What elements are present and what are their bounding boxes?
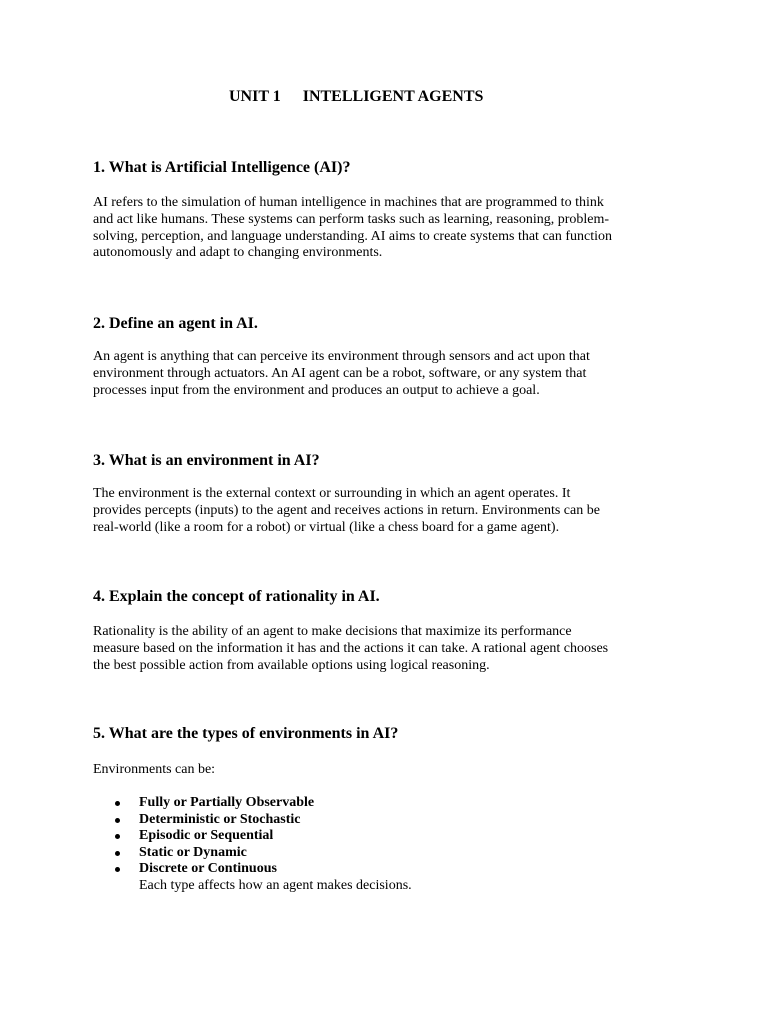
list-item-text: Deterministic or Stochastic — [139, 811, 301, 827]
list-item-text: Static or Dynamic — [139, 844, 247, 860]
environment-types-list — [93, 795, 653, 878]
bullet-icon — [115, 801, 120, 806]
answer-4-line: the best possible action from available options using logical reasoning. — [93, 657, 490, 673]
answer-2-line: environment through actuators. An AI agent can be a robot, software, or any system that — [93, 365, 587, 381]
list-item — [93, 845, 653, 862]
answer-5-closing: Each type affects how an agent makes decisions. — [139, 878, 412, 893]
answer-4-line: measure based on the information it has and the actions it can take. A rational agent chooses — [93, 640, 609, 656]
bullet-icon — [115, 867, 120, 872]
document-title — [229, 88, 483, 106]
question-3-heading: 3. What is an environment in AI? — [93, 452, 320, 469]
question-4-heading: 4. Explain the concept of rationality in AI. — [93, 588, 380, 605]
answer-2-line: processes input from the environment and produces an output to achieve a goal. — [93, 382, 540, 398]
list-item — [93, 812, 653, 829]
list-item — [93, 861, 653, 878]
answer-1-line: solving, perception, and language understanding. AI aims to create systems that can function — [93, 228, 613, 244]
unit-label: UNIT 1 — [229, 88, 281, 105]
answer-2 — [93, 349, 678, 399]
answer-1-line: AI refers to the simulation of human intelligence in machines that are programmed to think — [93, 195, 604, 210]
bullet-icon — [115, 818, 120, 823]
question-5-heading: 5. What are the types of environments in AI? — [93, 725, 399, 742]
answer-1-line: autonomously and adapt to changing environments. — [93, 245, 383, 261]
answer-1 — [93, 195, 678, 262]
unit-topic: INTELLIGENT AGENTS — [302, 88, 484, 105]
answer-3-line: The environment is the external context or surrounding in which an agent operates. It — [93, 486, 571, 501]
answer-1-line: and act like humans. These systems can perform tasks such as learning, reasoning, problem- — [93, 211, 610, 227]
list-item — [93, 828, 653, 845]
list-item-text: Episodic or Sequential — [139, 828, 274, 844]
answer-5-intro: Environments can be: — [93, 762, 216, 777]
answer-3-line: provides percepts (inputs) to the agent and receives actions in return. Environments can be — [93, 502, 600, 518]
answer-4 — [93, 624, 678, 674]
answer-4-line: Rationality is the ability of an agent to make decisions that maximize its performance — [93, 624, 572, 639]
answer-3 — [93, 486, 678, 536]
answer-3-line: real-world (like a room for a robot) or virtual (like a chess board for a game agent). — [93, 519, 560, 535]
bullet-icon — [115, 851, 120, 856]
question-2-heading: 2. Define an agent in AI. — [93, 315, 258, 332]
list-item-text: Fully or Partially Observable — [139, 795, 315, 810]
question-1-heading: 1. What is Artificial Intelligence (AI)? — [93, 159, 351, 176]
bullet-icon — [115, 834, 120, 839]
list-item-text: Discrete or Continuous — [139, 861, 277, 877]
list-item — [93, 795, 653, 812]
answer-2-line: An agent is anything that can perceive its environment through sensors and act upon that — [93, 349, 590, 364]
